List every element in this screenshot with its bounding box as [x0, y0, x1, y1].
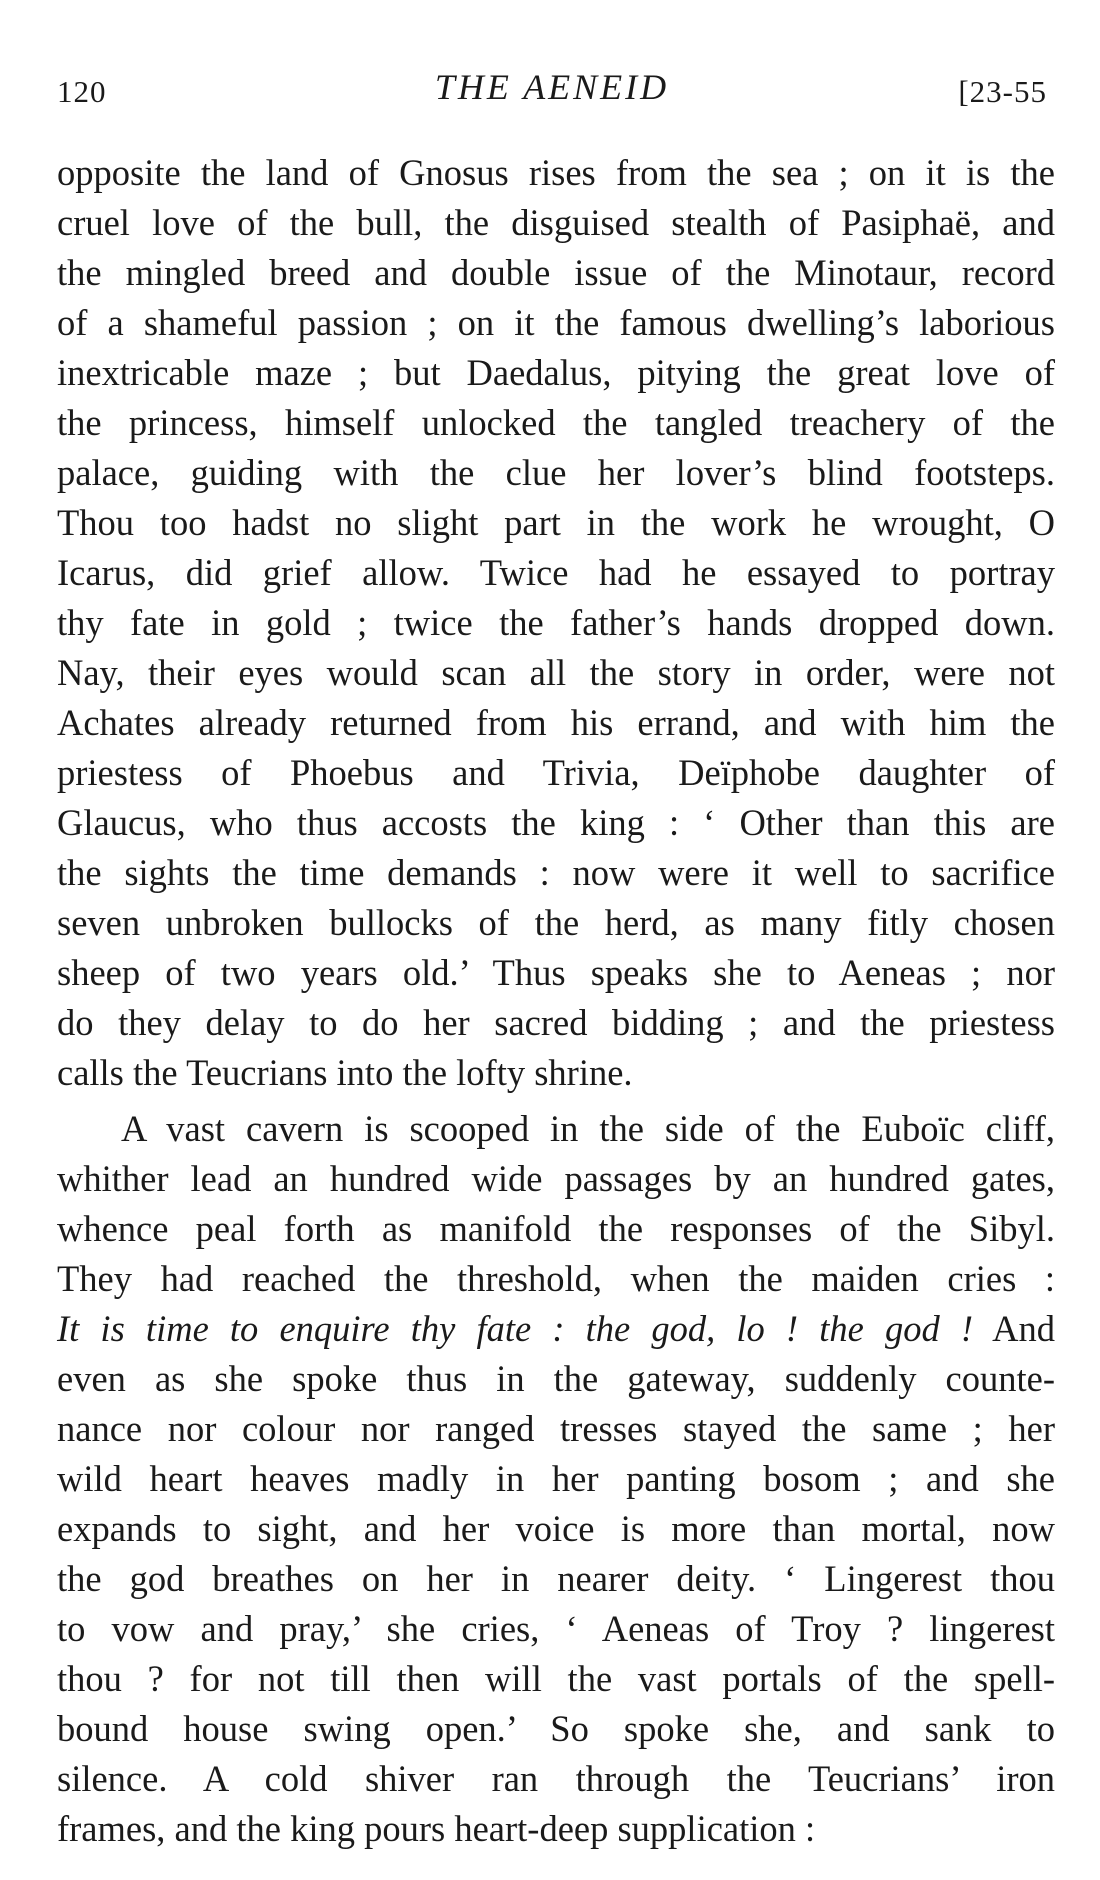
text-line: nance nor colour nor ranged tresses stayed the same ; her — [57, 1408, 1055, 1449]
text-line: A vast cavern is scooped in the side of the Euboïc cliff, — [121, 1108, 1055, 1149]
text-line: the god breathes on her in nearer deity. ‘ Lingerest thou — [57, 1558, 1055, 1599]
text-line: priestess of Phoebus and Trivia, Deïphobe daughter of — [57, 752, 1055, 793]
book-title: THE AENEID — [434, 67, 670, 107]
text-line: palace, guiding with the clue her lover’s blind footsteps. — [57, 452, 1055, 493]
text-line: the mingled breed and double issue of the Minotaur, record — [57, 252, 1055, 293]
text-line: sheep of two years old.’ Thus speaks she to Aeneas ; nor — [57, 952, 1055, 993]
text-line: expands to sight, and her voice is more than mortal, now — [57, 1508, 1055, 1549]
text-line: the princess, himself unlocked the tangled treachery of the — [57, 402, 1055, 443]
text-line: Achates already returned from his errand, and with him the — [57, 702, 1055, 743]
text-line: thou ? for not till then will the vast portals of the spell- — [57, 1658, 1055, 1699]
text-line: thy fate in gold ; twice the father’s hands dropped down. — [57, 602, 1055, 643]
paragraph-1 — [57, 148, 1055, 1098]
text-line: opposite the land of Gnosus rises from the sea ; on it is the — [57, 152, 1055, 193]
text-line: wild heart heaves madly in her panting bosom ; and she — [57, 1458, 1055, 1499]
text-line: Nay, their eyes would scan all the story in order, were not — [57, 652, 1055, 693]
paragraph-2 — [57, 1104, 1055, 1854]
text-line: whence peal forth as manifold the responses of the Sibyl. — [57, 1208, 1055, 1249]
line-end-word: And — [992, 1308, 1055, 1349]
text-line: Thou too hadst no slight part in the work he wrought, O — [57, 502, 1055, 543]
sibyl-cry: It is time to enquire thy fate : the god, lo ! the god ! — [57, 1308, 973, 1349]
text-line: do they delay to do her sacred bidding ; and the priestess — [57, 1002, 1055, 1043]
page-number: 120 — [57, 74, 107, 109]
running-head — [57, 66, 1047, 116]
text-line: cruel love of the bull, the disguised stealth of Pasiphaë, and — [57, 202, 1055, 243]
text-line: of a shameful passion ; on it the famous dwelling’s laborious — [57, 302, 1055, 343]
text-line: calls the Teucrians into the lofty shrine. — [57, 1052, 633, 1093]
text-line: Glaucus, who thus accosts the king : ‘ Other than this are — [57, 802, 1055, 843]
text-line: the sights the time demands : now were it well to sacrifice — [57, 852, 1055, 893]
text-line: bound house swing open.’ So spoke she, and sank to — [57, 1708, 1055, 1749]
text-line: silence. A cold shiver ran through the Teucrians’ iron — [57, 1758, 1055, 1799]
text-line: Icarus, did grief allow. Twice had he essayed to portray — [57, 552, 1055, 593]
text-line: whither lead an hundred wide passages by an hundred gates, — [57, 1158, 1055, 1199]
body-text — [57, 148, 1055, 1854]
text-line: seven unbroken bullocks of the herd, as many fitly chosen — [57, 902, 1055, 943]
text-line: frames, and the king pours heart-deep supplication : — [57, 1808, 816, 1849]
text-line: even as she spoke thus in the gateway, suddenly counte- — [57, 1358, 1055, 1399]
italic-text-line — [57, 1304, 1055, 1354]
line-range: [23-55 — [958, 74, 1047, 109]
text-line: to vow and pray,’ she cries, ‘ Aeneas of Troy ? lingerest — [57, 1608, 1055, 1649]
text-line: inextricable maze ; but Daedalus, pitying the great love of — [57, 352, 1055, 393]
text-line: They had reached the threshold, when the maiden cries : — [57, 1258, 1055, 1299]
